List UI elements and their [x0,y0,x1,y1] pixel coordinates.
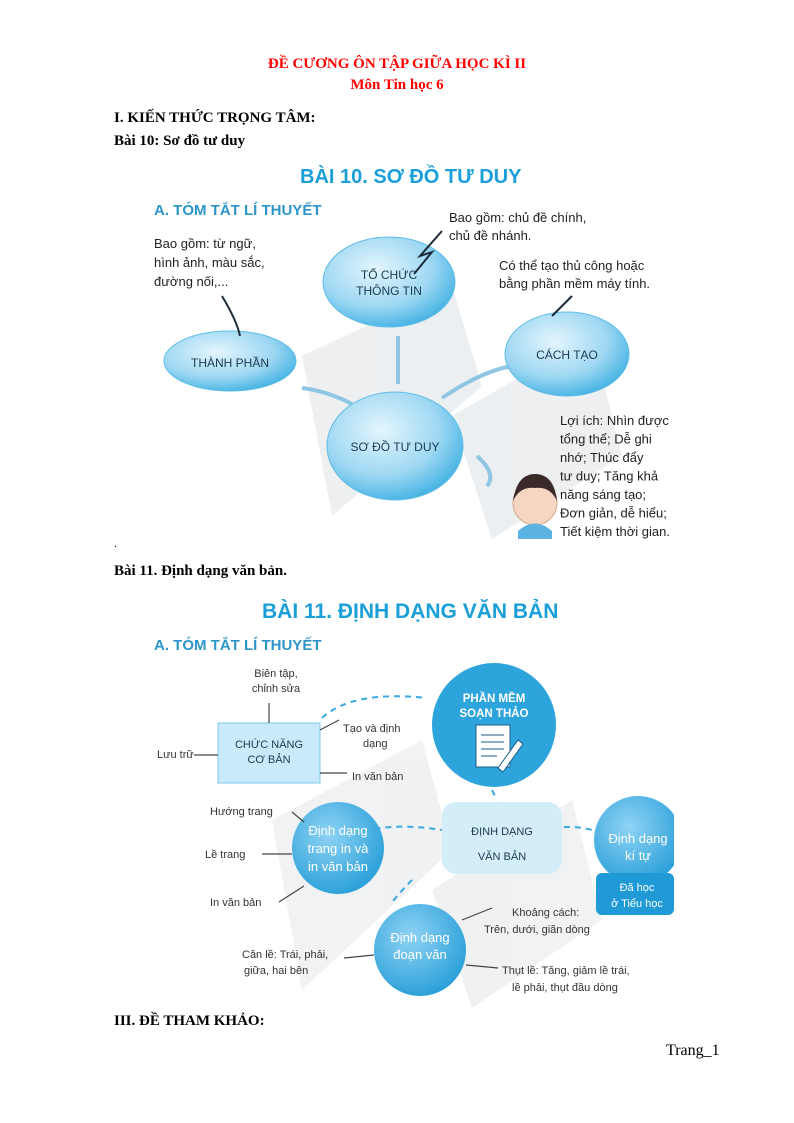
benefit-line: nhớ; Thúc đẩy [560,450,644,465]
lesson-11-banner: BÀI 11. ĐỊNH DẠNG VĂN BẢN [262,600,559,623]
note-create-2: bằng phần mềm máy tính. [499,276,651,291]
char-note-2: ở Tiểu học [611,898,663,910]
lesson-10-banner: BÀI 10. SƠ ĐỒ TƯ DUY [300,166,522,188]
document-title: ĐỀ CƯƠNG ÔN TẬP GIỮA HỌC KÌ II [267,56,527,72]
note-components-2: hình ảnh, màu sắc, [154,255,265,270]
page-format-label-2: trang in và [307,841,369,856]
bubble-create-label: CÁCH TẠO [536,348,598,362]
lesson-10-heading: Bài 10: Sơ đồ tư duy [114,133,246,149]
paragraph-format-label-2: đoạn văn [393,947,447,962]
page-number: Trang_1 [666,1042,720,1059]
function-create-2: dạng [363,738,388,750]
lesson-11-subheading: A. TÓM TẮT LÍ THUYẾT [154,637,322,654]
benefit-line: tư duy; Tăng khả [560,468,659,484]
lesson-11-heading: Bài 11. Định dạng văn bản. [114,563,287,579]
page-orientation: Hướng trang [210,806,273,818]
format-center-label-1: ĐỊNH DẠNG [471,826,533,838]
page-print: In văn bản [210,897,262,909]
paragraph-spacing-1: Khoảng cách: [512,907,580,919]
functions-label-2: CƠ BẢN [247,754,291,766]
benefits-text [560,413,670,539]
benefit-line: năng sáng tạo; [560,487,647,502]
page-format-label-1: Định dạng [308,823,368,838]
function-save: Lưu trữ [157,749,194,761]
document-subtitle: Môn Tin học 6 [350,77,444,93]
functions-box [218,723,320,783]
benefit-line: Tiết kiệm thời gian. [560,524,670,539]
char-note-1: Đã học [619,882,655,894]
format-center-label-2: VĂN BẢN [477,851,527,863]
separator-dot: . [114,536,117,550]
function-print: In văn bản [352,771,404,783]
note-components-3: đường nối,... [154,274,229,289]
char-format-label-1: Định dạng [608,831,668,846]
page-format-label-3: in văn bản [308,859,368,874]
note-create-1: Có thể tạo thủ công hoặc [499,258,645,273]
note-components-1: Bao gồm: từ ngữ, [154,236,256,251]
function-edit-1: Biên tập, [254,668,298,680]
bubble-organize-label-1: TỔ CHỨC [360,268,418,282]
paragraph-format-label-1: Định dạng [390,930,450,945]
bubble-center-label: SƠ ĐỒ TƯ DUY [350,440,440,454]
software-label-1: PHẦN MỀM [462,693,526,705]
format-center-box [442,802,562,874]
lesson-11-diagram-figure [152,590,674,1008]
benefit-line: tổng thể; Dễ ghi [560,431,652,447]
teacher-avatar [513,474,557,539]
section-heading-3: III. ĐỀ THAM KHẢO: [114,1013,265,1029]
bubble-components-label: THÀNH PHẦN [190,356,270,370]
function-edit-2: chỉnh sửa [251,683,301,695]
bubble-organize-label-2: THÔNG TIN [356,284,422,298]
note-organize-2: chủ đề nhánh. [449,228,532,243]
paragraph-align-2: giữa, hai bên [244,965,309,977]
paragraph-spacing-2: Trên, dưới, giãn dòng [484,924,590,936]
benefit-line: Đơn giản, dễ hiểu; [560,505,667,521]
paragraph-indent-1: Thụt lề: Tăng, giảm lề trái, [502,965,630,977]
functions-label-1: CHỨC NĂNG [234,739,304,751]
function-create-1: Tạo và định [343,723,401,735]
char-format-label-2: kí tự [624,848,652,863]
page-margin: Lề trang [205,849,246,861]
format-diagram [152,590,674,1008]
note-organize-1: Bao gồm: chủ đề chính, [449,210,587,225]
bubble-organize [323,237,455,327]
lesson-10-mindmap-figure [152,156,700,539]
paragraph-align-1: Căn lề: Trái, phải, [242,949,329,961]
mindmap-diagram [152,156,700,539]
section-heading-1: I. KIẾN THỨC TRỌNG TÂM: [114,110,316,126]
paragraph-indent-2: lề phải, thụt đầu dòng [512,982,618,994]
software-label-2: SOẠN THẢO [459,708,529,720]
note-pointer-components [222,296,240,336]
lesson-10-subheading: A. TÓM TẮT LÍ THUYẾT [154,202,322,219]
benefit-line: Lợi ích: Nhìn được [560,413,669,428]
